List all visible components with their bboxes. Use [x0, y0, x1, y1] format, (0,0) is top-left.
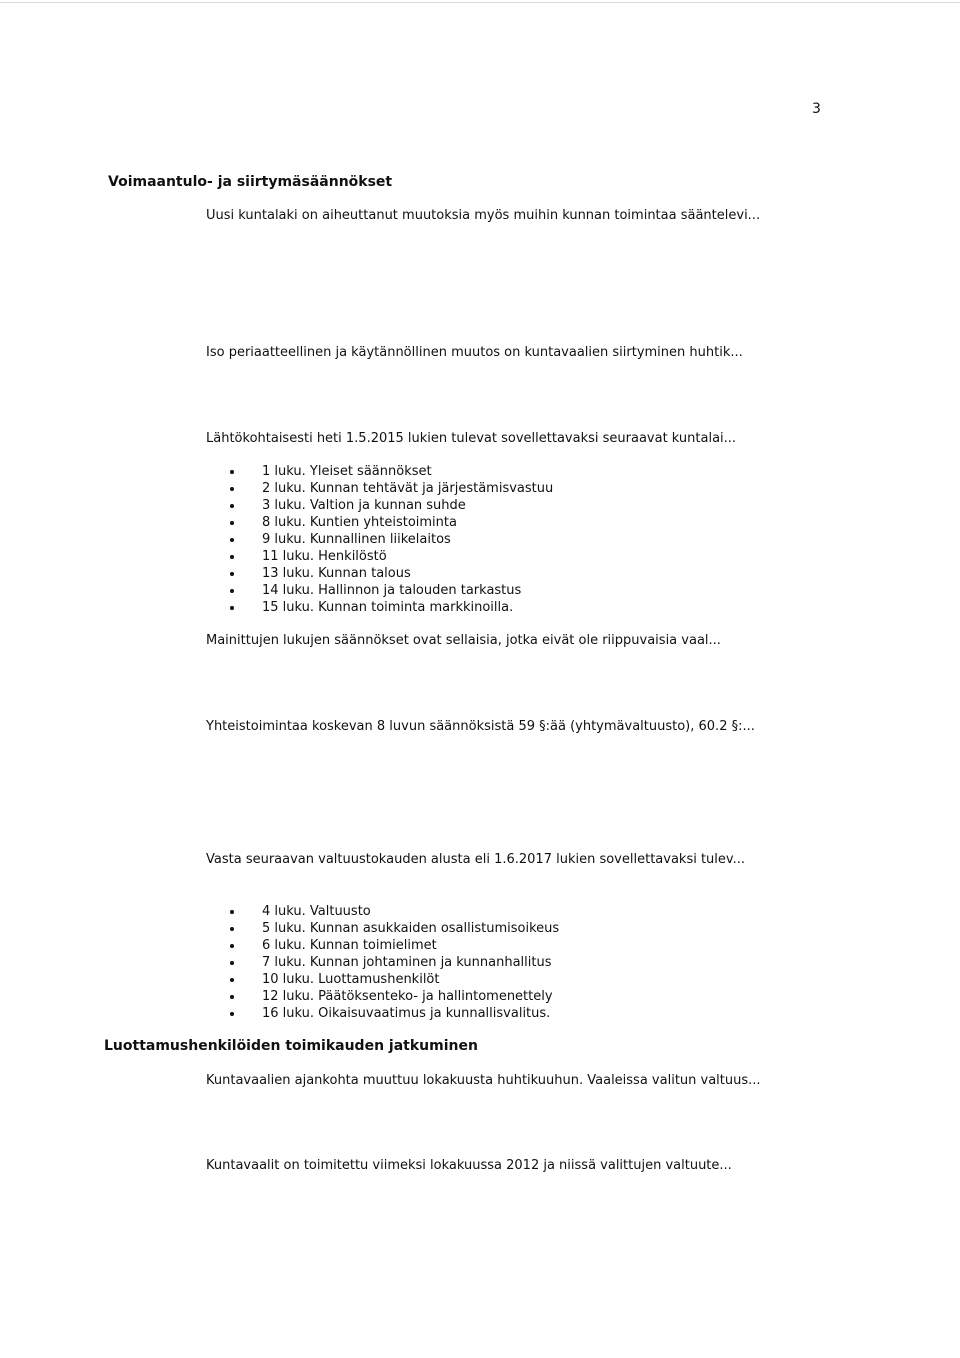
bullet-icon	[230, 589, 234, 593]
bullet-icon	[230, 978, 234, 982]
list-item: 15 luku. Kunnan toiminta markkinoilla.	[230, 599, 553, 616]
list-item: 11 luku. Henkilöstö	[230, 548, 553, 565]
bullet-icon	[230, 487, 234, 491]
paragraph: Lähtökohtaisesti heti 1.5.2015 lukien tulevat sovellettavaksi seuraavat kuntalai...	[206, 431, 737, 446]
list-item: 8 luku. Kuntien yhteistoiminta	[230, 514, 553, 531]
bullet-icon	[230, 521, 234, 525]
list-item: 7 luku. Kunnan johtaminen ja kunnanhallitus	[230, 954, 559, 971]
bullet-icon	[230, 910, 234, 914]
page-number: 3	[812, 101, 821, 117]
list-item: 3 luku. Valtion ja kunnan suhde	[230, 497, 553, 514]
bullet-icon	[230, 961, 234, 965]
paragraph: Iso periaatteellinen ja käytännöllinen muutos on kuntavaalien siirtyminen huhtik...	[206, 345, 743, 360]
paragraph: Vasta seuraavan valtuustokauden alusta eli 1.6.2017 lukien sovellettavaksi tulev...	[206, 852, 745, 867]
list-item: 16 luku. Oikaisuvaatimus ja kunnallisvalitus.	[230, 1005, 559, 1022]
bullet-icon	[230, 995, 234, 999]
chapter-list-next-term	[230, 903, 559, 1022]
paragraph: Mainittujen lukujen säännökset ovat sellaisia, jotka eivät ole riippuvaisia vaal...	[206, 633, 721, 648]
paragraph: Yhteistoimintaa koskevan 8 luvun säännöksistä 59 §:ää (yhtymävaltuusto), 60.2 §:...	[206, 719, 755, 734]
list-item: 12 luku. Päätöksenteko- ja hallintomenettely	[230, 988, 559, 1005]
bullet-icon	[230, 555, 234, 559]
list-item: 13 luku. Kunnan talous	[230, 565, 553, 582]
paragraph: Uusi kuntalaki on aiheuttanut muutoksia myös muihin kunnan toimintaa sääntelevi...	[206, 208, 761, 223]
bullet-icon	[230, 927, 234, 931]
bullet-icon	[230, 944, 234, 948]
list-item: 2 luku. Kunnan tehtävät ja järjestämisvastuu	[230, 480, 553, 497]
bullet-icon	[230, 470, 234, 474]
list-item: 4 luku. Valtuusto	[230, 903, 559, 920]
list-item: 10 luku. Luottamushenkilöt	[230, 971, 559, 988]
bullet-icon	[230, 1012, 234, 1016]
section-heading-voimaantulo: Voimaantulo- ja siirtymäsäännökset	[108, 174, 393, 190]
paragraph: Kuntavaalien ajankohta muuttuu lokakuusta huhtikuuhun. Vaaleissa valitun valtuus...	[206, 1073, 761, 1088]
list-item: 6 luku. Kunnan toimielimet	[230, 937, 559, 954]
list-item: 9 luku. Kunnallinen liikelaitos	[230, 531, 553, 548]
paragraph: Kuntavaalit on toimitettu viimeksi lokakuussa 2012 ja niissä valittujen valtuute...	[206, 1158, 732, 1173]
list-item: 1 luku. Yleiset säännökset	[230, 463, 553, 480]
bullet-icon	[230, 504, 234, 508]
chapter-list-immediate	[230, 463, 553, 616]
scan-edge-line	[0, 2, 960, 3]
list-item: 5 luku. Kunnan asukkaiden osallistumisoikeus	[230, 920, 559, 937]
bullet-icon	[230, 538, 234, 542]
bullet-icon	[230, 572, 234, 576]
bullet-icon	[230, 606, 234, 610]
section-heading-luottamushenkilot: Luottamushenkilöiden toimikauden jatkuminen	[104, 1038, 478, 1054]
list-item: 14 luku. Hallinnon ja talouden tarkastus	[230, 582, 553, 599]
